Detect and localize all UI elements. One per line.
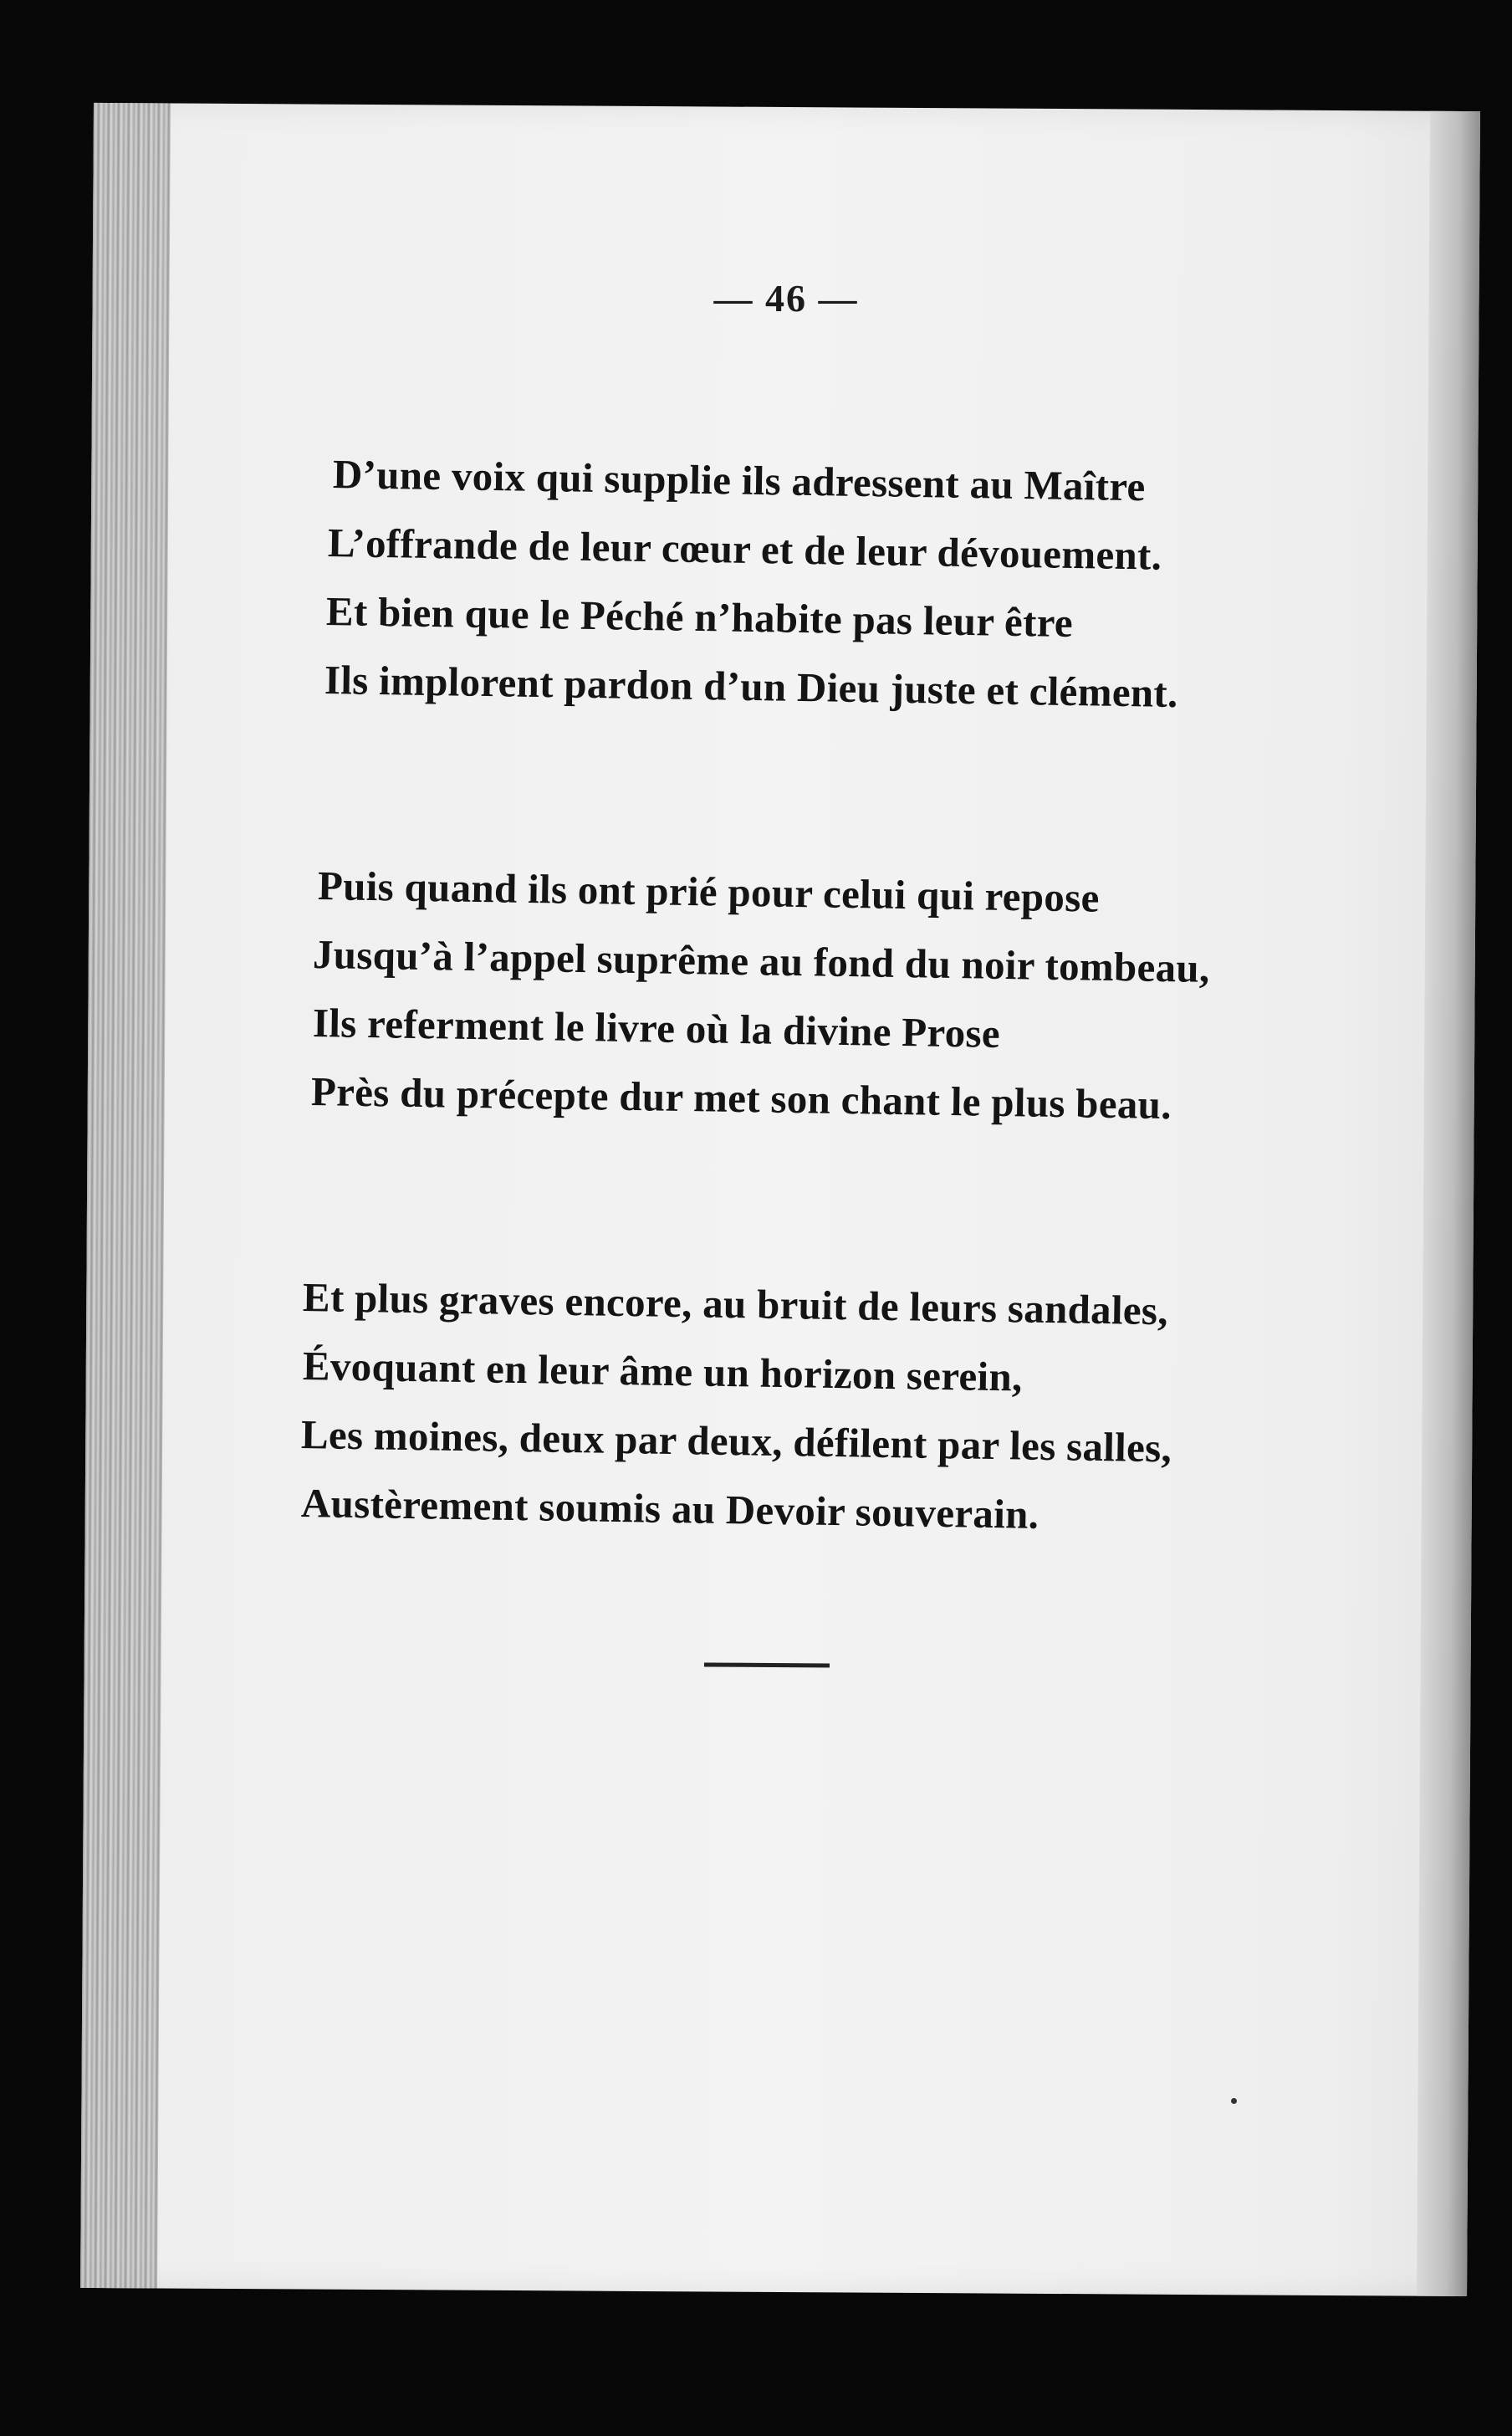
page-gutter-edge [80, 103, 171, 2289]
verse-line: Les moines, deux par deux, défilent par les salles, [300, 1411, 1172, 1471]
verse-line: D’une voix qui supplie ils adressent au Maître [332, 451, 1147, 510]
verse-line: Ils implorent pardon d’un Dieu juste et clément. [324, 657, 1179, 717]
verse-line: Et bien que le Péché n’habite pas leur être [325, 588, 1074, 647]
verse-line: Près du précepte dur met son chant le plus beau. [310, 1068, 1172, 1128]
verse-line: Et plus graves encore, au bruit de leurs sandales, [302, 1274, 1169, 1334]
closing-rule [704, 1662, 830, 1667]
verse-line: Ils referment le livre où la divine Prose [312, 1000, 1001, 1057]
verse-line: Austèrement soumis au Devoir souverain. [300, 1480, 1040, 1538]
verse-line: Puis quand ils ont prié pour celui qui repose [317, 862, 1101, 921]
ink-speck [1231, 2098, 1237, 2104]
verse-line: L’offrande de leur cœur et de leur dévouement. [327, 519, 1162, 579]
page-number: — 46 — [713, 277, 859, 320]
verse-line: Évoquant en leur âme un horizon serein, [302, 1343, 1023, 1400]
book-page [80, 103, 1480, 2296]
verse-line: Jusqu’à l’appel suprême au fond du noir tombeau, [312, 931, 1210, 991]
